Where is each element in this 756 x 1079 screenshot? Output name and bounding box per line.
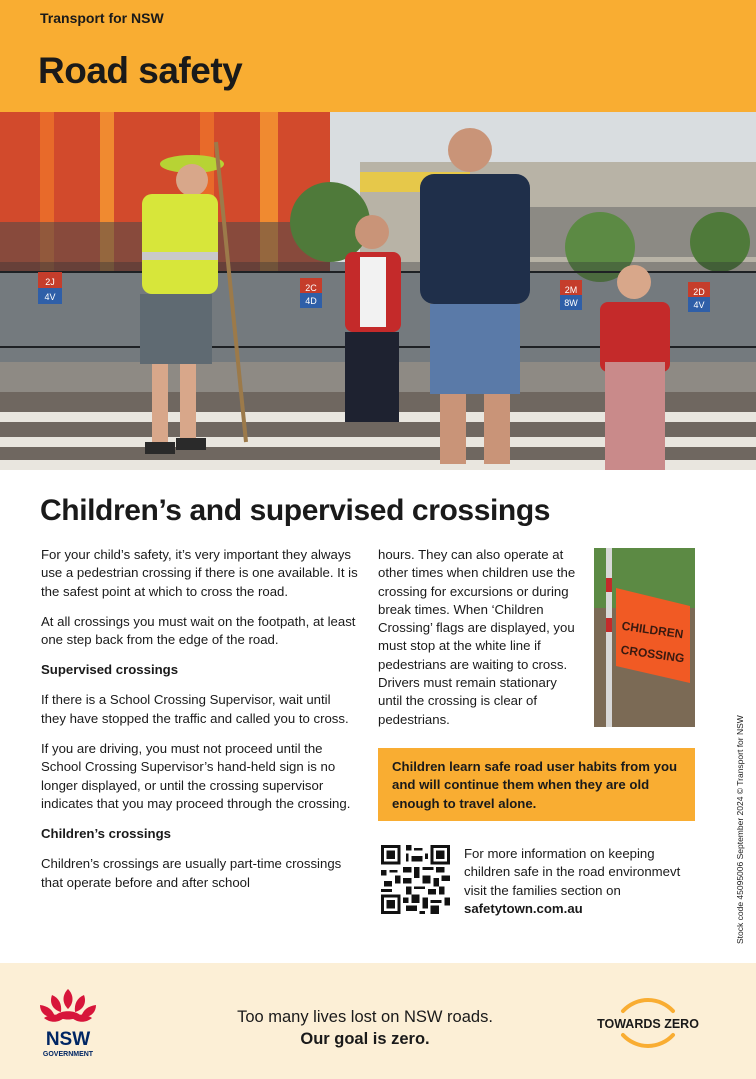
callout-box: Children learn safe road user habits from you and will continue them when they are old enough to travel alone. xyxy=(378,748,695,821)
nsw-logo-text: NSW xyxy=(45,1029,91,1050)
page-title: Road safety xyxy=(38,50,243,91)
left-column xyxy=(41,546,359,904)
fence-sign-2b: 4D xyxy=(305,296,317,306)
paragraph: Children’s crossings are usually part-time crossings that operate before and after school xyxy=(41,856,342,890)
paragraph: If you are driving, you must not proceed until the School Crossing Supervisor’s hand-held sign is no longer displayed, or until the crossing supervisor indicates that you may proceed through the crossing. xyxy=(41,741,351,811)
fence-sign-3a: 2M xyxy=(564,285,578,295)
tagline-line-1: Too many lives lost on NSW roads. xyxy=(237,1008,493,1026)
flag-illustration xyxy=(594,548,695,727)
footer xyxy=(0,963,756,1079)
footer-tagline xyxy=(200,1006,530,1050)
fence-sign-3b: 8W xyxy=(564,298,578,308)
fence-sign-2a: 2C xyxy=(305,283,317,293)
stock-code: Stock code 45095006 September 2024 © Transport for NSW xyxy=(735,715,745,944)
paragraph: If there is a School Crossing Supervisor, wait until they have stopped the traffic and called you to cross. xyxy=(41,692,349,726)
hero-photo xyxy=(0,112,756,470)
section-heading: Children’s and supervised crossings xyxy=(40,494,551,527)
children-crossing-flag-photo xyxy=(594,548,695,727)
safetytown-link[interactable]: safetytown.com.au xyxy=(464,900,583,916)
fence-sign-4a: 2D xyxy=(693,287,705,297)
more-info-text xyxy=(464,845,694,918)
paragraph: For your child’s safety, it’s very important they always use a pedestrian crossing if there is one available. It is the safest point at which to cross the road. xyxy=(41,547,358,599)
towards-zero-logo[interactable] xyxy=(583,985,713,1061)
flag-text-2: CROSSING xyxy=(619,642,686,666)
org-name: Transport for NSW xyxy=(40,10,164,26)
middle-column xyxy=(378,546,583,729)
hero-illustration xyxy=(0,112,756,470)
subheading-childrens: Children’s crossings xyxy=(41,826,171,842)
towards-zero-text: TOWARDS ZERO xyxy=(597,1017,699,1031)
header-banner xyxy=(0,0,756,112)
tagline-line-2: Our goal is zero. xyxy=(300,1030,430,1048)
paragraph: At all crossings you must wait on the footpath, at least one step back from the edge of the road. xyxy=(41,613,356,648)
nsw-logo-subtext: GOVERNMENT xyxy=(42,1051,94,1058)
paragraph: hours. They can also operate at other times when children use the crossing for excursions or during break times. When ‘Children Crossing’ flags are displayed, you must stop at the white line if pedestrians are waiting to cross. Drivers must remain stationary until the crossing is clear of pedestrians. xyxy=(378,547,576,727)
more-info-body: For more information on keeping children safe in the road environmevt visit the families section on xyxy=(464,846,681,898)
fence-sign-1a: 2J xyxy=(45,277,55,287)
subheading-supervised: Supervised crossings xyxy=(41,662,179,678)
nsw-government-logo[interactable] xyxy=(30,985,106,1063)
fence-sign-4b: 4V xyxy=(693,300,705,310)
qr-code-icon[interactable] xyxy=(381,845,450,914)
fence-sign-1b: 4V xyxy=(44,292,56,302)
flag-text-1: CHILDREN xyxy=(620,618,685,642)
